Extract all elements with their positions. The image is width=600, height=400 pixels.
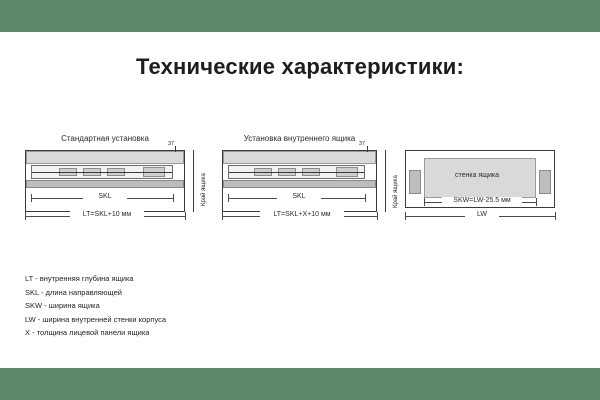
top-green-band — [0, 0, 600, 32]
standard-skl-label: SKL — [83, 193, 127, 200]
standard-top-note-tick — [175, 146, 176, 152]
inner-rail-centerline — [229, 172, 364, 173]
front-skw-tick-right — [536, 198, 537, 206]
standard-upper-strip — [26, 151, 184, 164]
standard-lower-panel — [26, 180, 184, 188]
inner-top-note-tick — [367, 146, 368, 152]
diagram-standard-installation — [25, 134, 207, 220]
legend-item-skl: SKL - длина направляющей — [25, 287, 122, 297]
legend-item-lt: LT - внутренняя глубина ящика — [25, 274, 134, 283]
front-right-rail — [539, 170, 551, 194]
legend-item-skw: SKW - ширина ящика — [25, 301, 100, 310]
inner-skl-tick-right — [365, 194, 366, 202]
diagram-front-view — [405, 150, 555, 220]
standard-top-note: 37 — [168, 141, 175, 147]
inner-upper-strip — [223, 151, 376, 164]
standard-edge-label: Край ящика — [201, 173, 207, 206]
front-skw-tick-left — [424, 198, 425, 206]
inner-edge-line — [385, 150, 386, 212]
diagram-standard-title: Стандартная установка — [61, 134, 149, 143]
legend-list — [25, 272, 355, 340]
white-sheet — [0, 32, 600, 368]
legend-item-lw: LW - ширина внутренней стенки корпуса — [25, 314, 167, 324]
legend-item-x: X - толщина лицевой панели ящика — [25, 328, 150, 337]
standard-lt-tick-left — [25, 212, 26, 220]
inner-lower-panel — [223, 180, 376, 188]
front-lw-tick-right — [555, 212, 556, 220]
standard-lt-tick-right — [185, 212, 186, 220]
inner-skl-tick-left — [228, 194, 229, 202]
inner-lt-tick-right — [377, 212, 378, 220]
standard-edge-line — [193, 150, 194, 212]
front-wall-label: стенка ящика — [455, 172, 500, 179]
standard-rail-centerline — [32, 172, 172, 173]
inner-edge-label: Край ящика — [393, 175, 399, 208]
front-lw-label: LW — [465, 211, 499, 218]
standard-skl-tick-left — [31, 194, 32, 202]
standard-skl-tick-right — [173, 194, 174, 202]
diagram-inner-drawer-installation — [222, 134, 399, 220]
inner-top-note: 37 — [359, 141, 366, 147]
bottom-green-band — [0, 368, 600, 400]
inner-lt-label: LT=SKL+X+10 мм — [260, 211, 344, 218]
standard-lt-label: LT=SKL+10 мм — [70, 211, 144, 218]
inner-skl-label: SKL — [277, 193, 321, 200]
front-lw-tick-left — [405, 212, 406, 220]
inner-lt-tick-left — [222, 212, 223, 220]
front-skw-label: SKW=LW-25.5 мм — [442, 197, 522, 204]
front-left-rail — [409, 170, 421, 194]
diagram-inner-title: Установка внутреннего ящика — [243, 134, 356, 143]
page-title: Технические характеристики: — [135, 54, 465, 79]
